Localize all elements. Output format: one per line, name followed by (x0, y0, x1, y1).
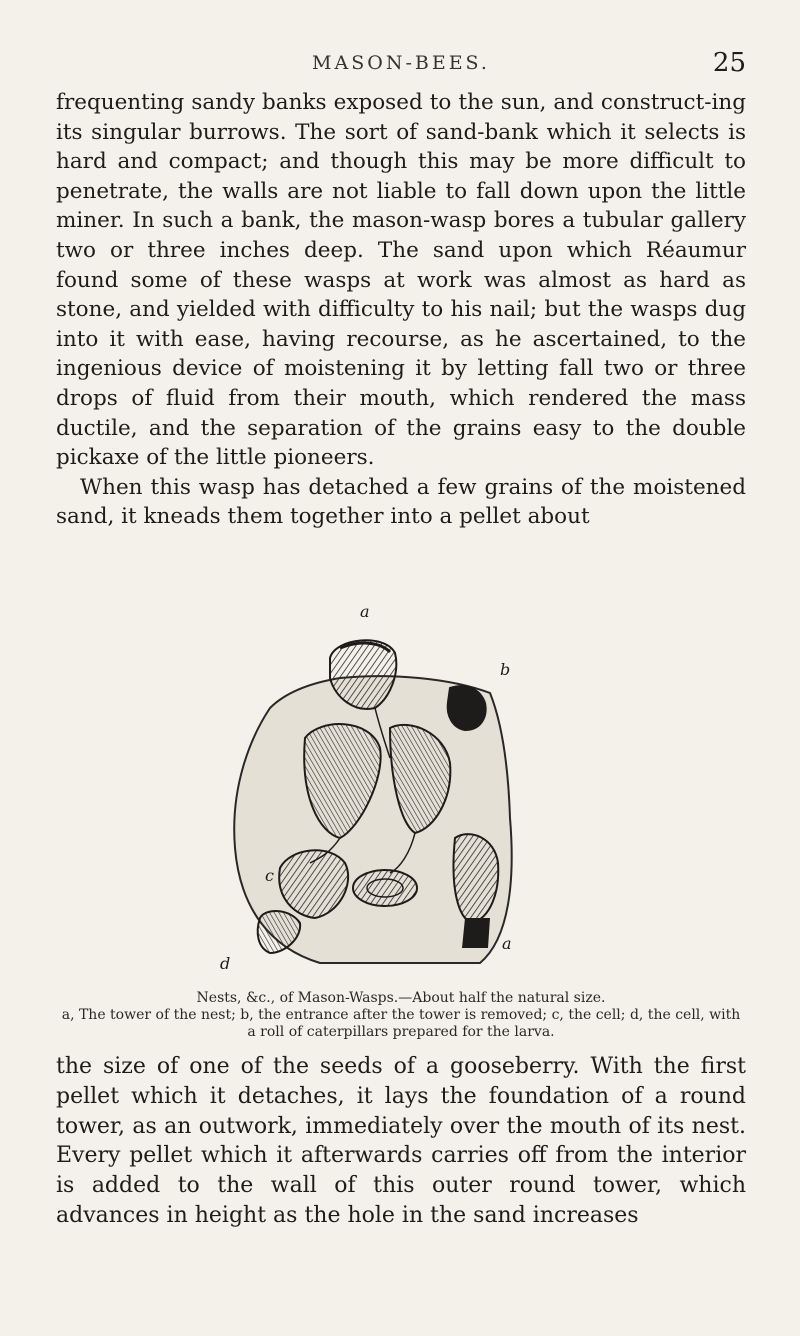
paragraph-3: the size of one of the seeds of a gooseberry. With the first pellet which it detaches, it lays the foundation of a round tower, as an outwork, immediately over the mouth of its nest. Every pellet which it afterwards carries off from the interior is added to the wall of this outer round tower, which advances in height as the hole in the sand increases (56, 1054, 746, 1228)
paragraph-1: frequenting sandy banks exposed to the sun, and construct-ing its singular burrows. The sort of sand-bank which it selects is hard and compact; and though this may be more difficult to penetrate, the walls are not liable to fall down upon the little miner. In such a bank, the mason-wasp bores a tubular gallery two or three inches deep. The sand upon which Réaumur found some of these wasps at work was almost as hard as stone, and yielded with difficulty to his nail; but the wasps dug into it with ease, having recourse, as he ascertained, to the ingenious device of moistening it by letting fall two or three drops of fluid from their mouth, which rendered the mass ductile, and the separation of the grains easy to the double pickaxe of the little pioneers. (56, 90, 746, 471)
figure-label-d: d (220, 954, 231, 973)
caption-body: a, The tower of the nest; b, the entrance after the tower is removed; c, the cell; d, the cell, with a roll of caterpillars prepared for the larva. (61, 1007, 741, 1040)
figure-label-a-top: a (360, 602, 370, 621)
figure-mason-wasp-nests (210, 602, 530, 978)
paragraph-2: When this wasp has detached a few grains of the moistened sand, it kneads them together into a pellet about (56, 474, 746, 530)
page-header (56, 48, 746, 82)
figure-label-c: c (265, 866, 274, 885)
figure-label-a-bottom: a (502, 934, 512, 953)
page-number: 25 (712, 48, 746, 78)
figure-caption (56, 990, 746, 1041)
running-head: MASON-BEES. (312, 52, 490, 74)
figure-label-b: b (500, 660, 511, 679)
body-text-top (56, 88, 746, 532)
nest-illustration (210, 618, 530, 978)
caption-title: Nests, &c., of Mason-Wasps.—About half the natural size. (196, 990, 606, 1006)
